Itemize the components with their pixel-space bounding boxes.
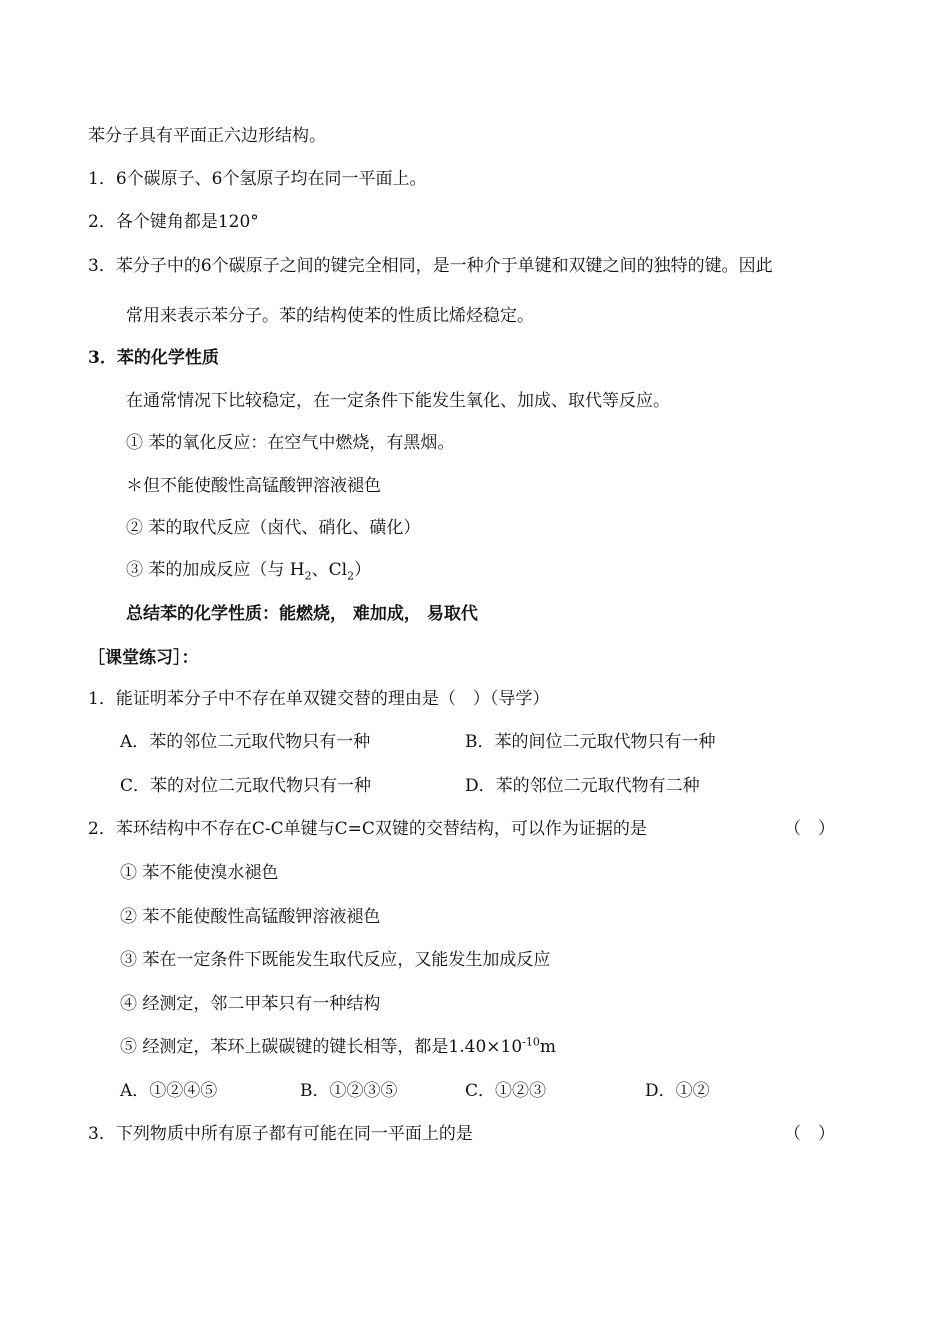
cl2-subscript: 2 bbox=[347, 569, 355, 583]
q2-answer-paren: （ ） bbox=[784, 819, 835, 839]
q2-statement-4: ④ 经测定，邻二甲苯只有一种结构 bbox=[120, 994, 381, 1014]
q2-stem: 2．苯环结构中不存在C-C单键与C=C双键的交替结构，可以作为证据的是 bbox=[88, 819, 647, 839]
q2-statement-5 bbox=[120, 1036, 556, 1058]
chemistry-intro: 在通常情况下比较稳定，在一定条件下能发生氧化、加成、取代等反应。 bbox=[126, 391, 670, 411]
q2-statement-5-prefix: ⑤ 经测定，苯环上碳碳键的键长相等，都是1.40×10 bbox=[120, 1037, 523, 1057]
q2-option-d: D．①② bbox=[645, 1081, 710, 1101]
q3-stem: 3．下列物质中所有原子都有可能在同一平面上的是 bbox=[88, 1124, 473, 1144]
q2-statement-3: ③ 苯在一定条件下既能发生取代反应，又能发生加成反应 bbox=[120, 950, 551, 970]
point-3 bbox=[88, 255, 773, 277]
q2-option-c: C．①②③ bbox=[465, 1081, 547, 1101]
reaction-oxidation-note: ＊但不能使酸性高锰酸钾溶液褪色 bbox=[126, 476, 381, 496]
q1-option-c: C．苯的对位二元取代物只有一种 bbox=[120, 776, 372, 796]
q2-option-a: A．①②④⑤ bbox=[120, 1081, 218, 1101]
exercise-heading: ［课堂练习］： bbox=[88, 648, 199, 668]
q2-statement-1: ① 苯不能使溴水褪色 bbox=[120, 863, 279, 883]
reaction-addition bbox=[126, 559, 371, 581]
point-1-text: 6个碳原子、6个氢原子均在同一平面上。 bbox=[115, 169, 427, 189]
q1-option-b: B．苯的间位二元取代物只有一种 bbox=[465, 732, 716, 752]
point-2-text: 各个键角都是120° bbox=[115, 212, 259, 232]
q3-answer-paren: （ ） bbox=[784, 1124, 835, 1144]
q1-option-a: A．苯的邻位二元取代物只有一种 bbox=[120, 732, 371, 752]
reaction-addition-mid: 、Cl bbox=[311, 560, 348, 580]
point-2 bbox=[88, 211, 259, 233]
chemistry-summary: 总结苯的化学性质：能燃烧， 难加成， 易取代 bbox=[126, 604, 478, 624]
reaction-addition-suffix: ） bbox=[354, 560, 372, 580]
point-1 bbox=[88, 168, 426, 190]
exponent: -10 bbox=[522, 1035, 540, 1049]
h2-subscript: 2 bbox=[304, 569, 312, 583]
q2-statement-5-unit: m bbox=[539, 1037, 556, 1057]
q2-option-b: B．①②③⑤ bbox=[300, 1081, 398, 1101]
point-1-num: 1． bbox=[88, 169, 116, 189]
reaction-addition-prefix: ③ 苯的加成反应（与 H bbox=[126, 560, 305, 580]
point-3-text: 苯分子中的6个碳原子之间的键完全相同，是一种介于单键和双键之间的独特的键。因此 bbox=[115, 256, 773, 276]
q1-option-d: D．苯的邻位二元取代物有二种 bbox=[465, 776, 700, 796]
reaction-oxidation: ① 苯的氧化反应：在空气中燃烧，有黑烟。 bbox=[126, 433, 455, 453]
point-3-num: 3． bbox=[88, 256, 116, 276]
point-3-continuation: 常用来表示苯分子。苯的结构使苯的性质比烯烃稳定。 bbox=[126, 306, 534, 326]
reaction-substitution: ② 苯的取代反应（卤代、硝化、磺化） bbox=[126, 518, 421, 538]
q2-statement-2: ② 苯不能使酸性高锰酸钾溶液褪色 bbox=[120, 907, 381, 927]
q1-stem: 1．能证明苯分子中不存在单双键交替的理由是（ ）（导学） bbox=[88, 689, 550, 709]
point-2-num: 2． bbox=[88, 212, 116, 232]
chemistry-heading: 3．苯的化学性质 bbox=[88, 348, 219, 368]
intro-line: 苯分子具有平面正六边形结构。 bbox=[88, 126, 326, 146]
